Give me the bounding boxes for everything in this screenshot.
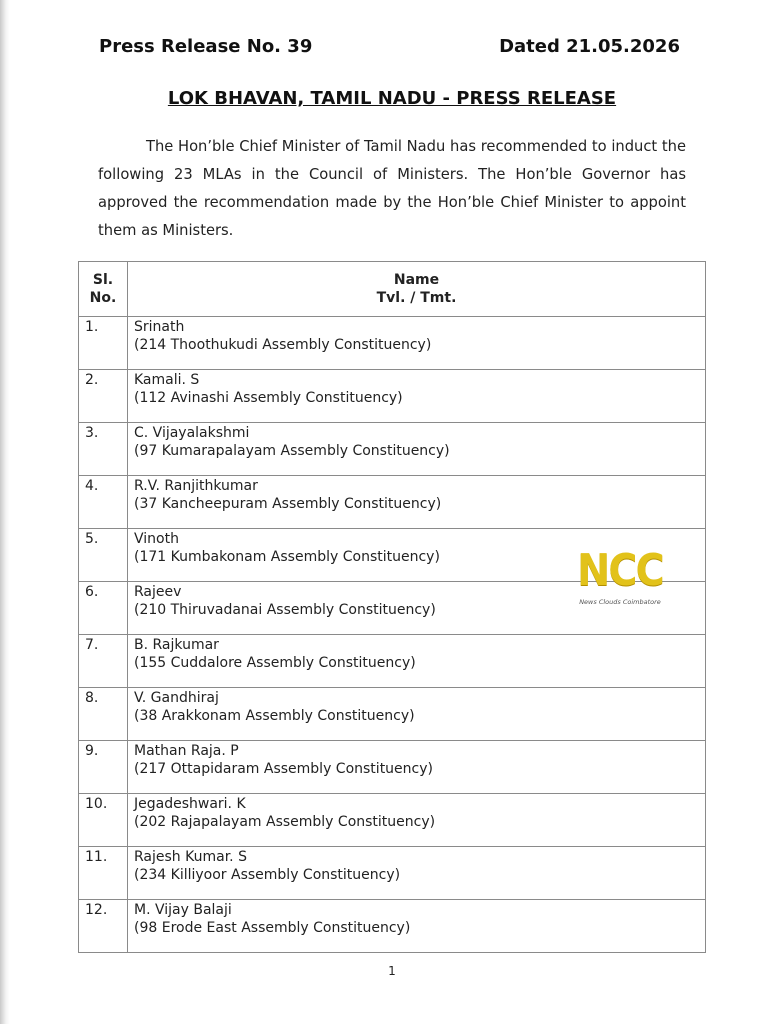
constituency: (155 Cuddalore Assembly Constituency) bbox=[134, 655, 416, 671]
minister-cell bbox=[128, 688, 706, 741]
table-row bbox=[79, 794, 706, 847]
table-row bbox=[79, 370, 706, 423]
sl-number-cell bbox=[79, 900, 128, 953]
table-row bbox=[79, 423, 706, 476]
sl-number: 3. bbox=[85, 425, 99, 441]
sl-header-line2: No. bbox=[89, 290, 117, 306]
table-row bbox=[79, 317, 706, 370]
minister-cell bbox=[128, 317, 706, 370]
sl-number-cell bbox=[79, 635, 128, 688]
constituency: (210 Thiruvadanai Assembly Constituency) bbox=[134, 602, 436, 618]
sl-number: 5. bbox=[85, 531, 99, 547]
table-row bbox=[79, 847, 706, 900]
constituency: (97 Kumarapalayam Assembly Constituency) bbox=[134, 443, 450, 459]
sl-number: 4. bbox=[85, 478, 99, 494]
sl-number-cell bbox=[79, 741, 128, 794]
minister-name: Vinoth bbox=[134, 531, 179, 547]
minister-name: C. Vijayalakshmi bbox=[134, 425, 250, 441]
intro-text: The Hon’ble Chief Minister of Tamil Nadu has recommended to induct the following 23 MLAs in the Council of Ministers. The Hon’ble Governor has approved the recommendation made by the Hon’ble Chief Minister to appoint them as Ministers. bbox=[98, 138, 686, 239]
document-title: LOK BHAVAN, TAMIL NADU - PRESS RELEASE bbox=[167, 88, 617, 109]
table-row bbox=[79, 741, 706, 794]
page-number: 1 bbox=[388, 964, 396, 978]
ministers-table bbox=[78, 261, 706, 953]
minister-name: Rajeev bbox=[134, 584, 182, 600]
minister-cell bbox=[128, 900, 706, 953]
minister-cell bbox=[128, 794, 706, 847]
sl-number: 2. bbox=[85, 372, 99, 388]
minister-cell bbox=[128, 847, 706, 900]
table-row bbox=[79, 900, 706, 953]
minister-cell bbox=[128, 741, 706, 794]
sl-number: 11. bbox=[85, 849, 108, 865]
constituency: (112 Avinashi Assembly Constituency) bbox=[134, 390, 403, 406]
sl-number: 8. bbox=[85, 690, 99, 706]
sl-number: 6. bbox=[85, 584, 99, 600]
sl-number: 12. bbox=[85, 902, 108, 918]
sl-number-cell bbox=[79, 370, 128, 423]
constituency: (37 Kancheepuram Assembly Constituency) bbox=[134, 496, 442, 512]
watermark-logo-text: NCC bbox=[577, 545, 663, 596]
sl-number-cell bbox=[79, 582, 128, 635]
sl-number: 1. bbox=[85, 319, 99, 335]
table-row bbox=[79, 635, 706, 688]
constituency: (98 Erode East Assembly Constituency) bbox=[134, 920, 411, 936]
sl-number-cell bbox=[79, 423, 128, 476]
sl-number-cell bbox=[79, 529, 128, 582]
sl-number: 7. bbox=[85, 637, 99, 653]
sl-number-cell bbox=[79, 317, 128, 370]
minister-cell bbox=[128, 370, 706, 423]
minister-name: V. Gandhiraj bbox=[134, 690, 219, 706]
constituency: (202 Rajapalayam Assembly Constituency) bbox=[134, 814, 436, 830]
minister-cell bbox=[128, 635, 706, 688]
constituency: (38 Arakkonam Assembly Constituency) bbox=[134, 708, 415, 724]
watermark-tagline: News Clouds Coimbatore bbox=[579, 598, 661, 606]
table-row bbox=[79, 688, 706, 741]
minister-name: B. Rajkumar bbox=[134, 637, 219, 653]
intro-paragraph bbox=[98, 133, 686, 245]
sl-number-cell bbox=[79, 794, 128, 847]
release-date: Dated 21.05.2026 bbox=[499, 36, 680, 57]
minister-name: Srinath bbox=[134, 319, 185, 335]
minister-cell bbox=[128, 476, 706, 529]
constituency: (171 Kumbakonam Assembly Constituency) bbox=[134, 549, 440, 565]
minister-name: Kamali. S bbox=[134, 372, 200, 388]
minister-cell bbox=[128, 423, 706, 476]
column-header-sl-no bbox=[79, 262, 128, 317]
sl-number-cell bbox=[79, 476, 128, 529]
minister-name: M. Vijay Balaji bbox=[134, 902, 232, 918]
minister-name: Jegadeshwari. K bbox=[134, 796, 246, 812]
sl-number-cell bbox=[79, 688, 128, 741]
name-header-line1: Name bbox=[393, 272, 440, 288]
minister-name: Mathan Raja. P bbox=[134, 743, 239, 759]
table-header-row bbox=[79, 262, 706, 317]
table-row bbox=[79, 476, 706, 529]
sl-header-line1: Sl. bbox=[92, 272, 114, 288]
minister-name: R.V. Ranjithkumar bbox=[134, 478, 258, 494]
minister-name: Rajesh Kumar. S bbox=[134, 849, 247, 865]
ncc-watermark-logo bbox=[572, 545, 668, 606]
constituency: (217 Ottapidaram Assembly Constituency) bbox=[134, 761, 433, 777]
constituency: (234 Killiyoor Assembly Constituency) bbox=[134, 867, 401, 883]
column-header-name bbox=[128, 262, 706, 317]
press-release-number: Press Release No. 39 bbox=[99, 36, 313, 57]
sl-number: 9. bbox=[85, 743, 99, 759]
constituency: (214 Thoothukudi Assembly Constituency) bbox=[134, 337, 432, 353]
name-header-line2: Tvl. / Tmt. bbox=[376, 290, 457, 306]
sl-number-cell bbox=[79, 847, 128, 900]
sl-number: 10. bbox=[85, 796, 108, 812]
